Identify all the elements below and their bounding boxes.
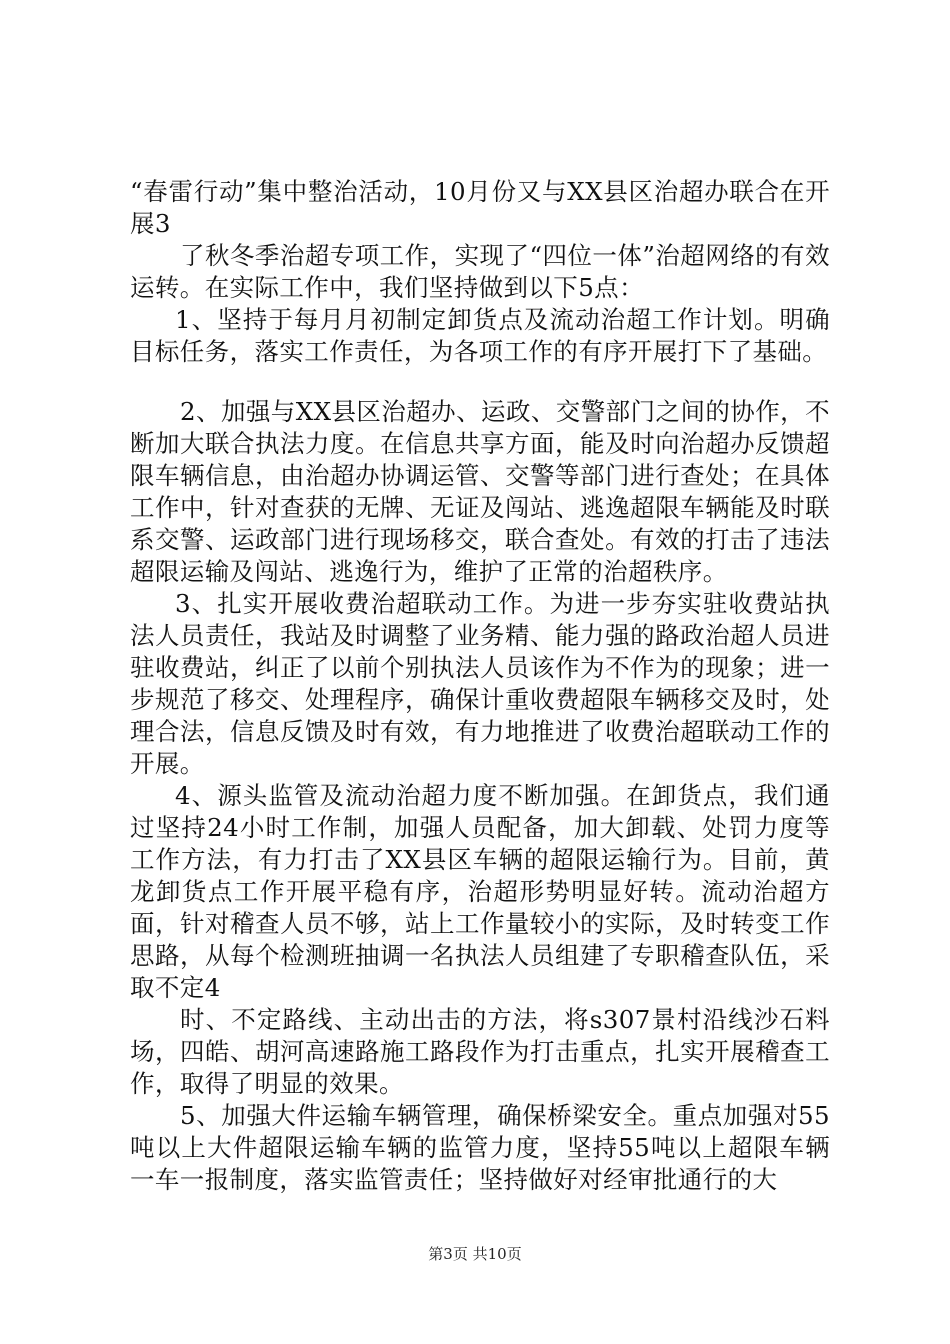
paragraph-item-4-continued: 时、不定路线、主动出击的方法，将s307景村沿线沙石料场，四皓、胡河高速路施工路段作为打击重点，扎实开展稽查工作，取得了明显的效果。 (130, 1005, 830, 1098)
paragraph-intro: 了秋冬季治超专项工作，实现了“四位一体”治超网络的有效运转。在实际工作中，我们坚持做到以下5点： (130, 241, 830, 302)
paragraph-item-4: 4、源头监管及流动治超力度不断加强。在卸货点，我们通过坚持24小时工作制，加强人员配备，加大卸载、处罚力度等工作方法，有力打击了XX县区车辆的超限运输行为。目前，黄龙卸货点工作开展平稳有序，治超形势明显好转。流动治超方面，针对稽查人员不够，站上工作量较小的实际，及时转变工作思路，从每个检测班抽调一名执法人员组建了专职稽查队伍，采取不定4 (130, 781, 830, 1002)
document-body (130, 176, 830, 1196)
paragraph-item-5: 5、加强大件运输车辆管理，确保桥梁安全。重点加强对55吨以上大件超限运输车辆的监管力度，坚持55吨以上超限车辆一车一报制度，落实监管责任；坚持做好对经审批通行的大 (130, 1101, 830, 1194)
paragraph-item-2: 2、加强与XX县区治超办、运政、交警部门之间的协作，不断加大联合执法力度。在信息共享方面，能及时向治超办反馈超限车辆信息，由治超办协调运管、交警等部门进行查处；在具体工作中，针对查获的无牌、无证及闯站、逃逸超限车辆能及时联系交警、运政部门进行现场移交，联合查处。有效的打击了违法超限运输及闯站、逃逸行为，维护了正常的治超秩序。 (130, 397, 830, 586)
paragraph-continuation: “春雷行动”集中整治活动，10月份又与XX县区治超办联合在开展3 (130, 177, 830, 238)
paragraph-item-3: 3、扎实开展收费治超联动工作。为进一步夯实驻收费站执法人员责任，我站及时调整了业务精、能力强的路政治超人员进驻收费站，纠正了以前个别执法人员该作为不作为的现象；进一步规范了移交、处理程序，确保计重收费超限车辆移交及时，处理合法，信息反馈及时有效，有力地推进了收费治超联动工作的开展。 (130, 589, 830, 778)
page-footer: 第3页 共10页 (428, 1245, 522, 1263)
blank-line (130, 368, 830, 396)
paragraph-item-1: 1、坚持于每月月初制定卸货点及流动治超工作计划。明确目标任务，落实工作责任，为各项工作的有序开展打下了基础。 (130, 305, 830, 366)
